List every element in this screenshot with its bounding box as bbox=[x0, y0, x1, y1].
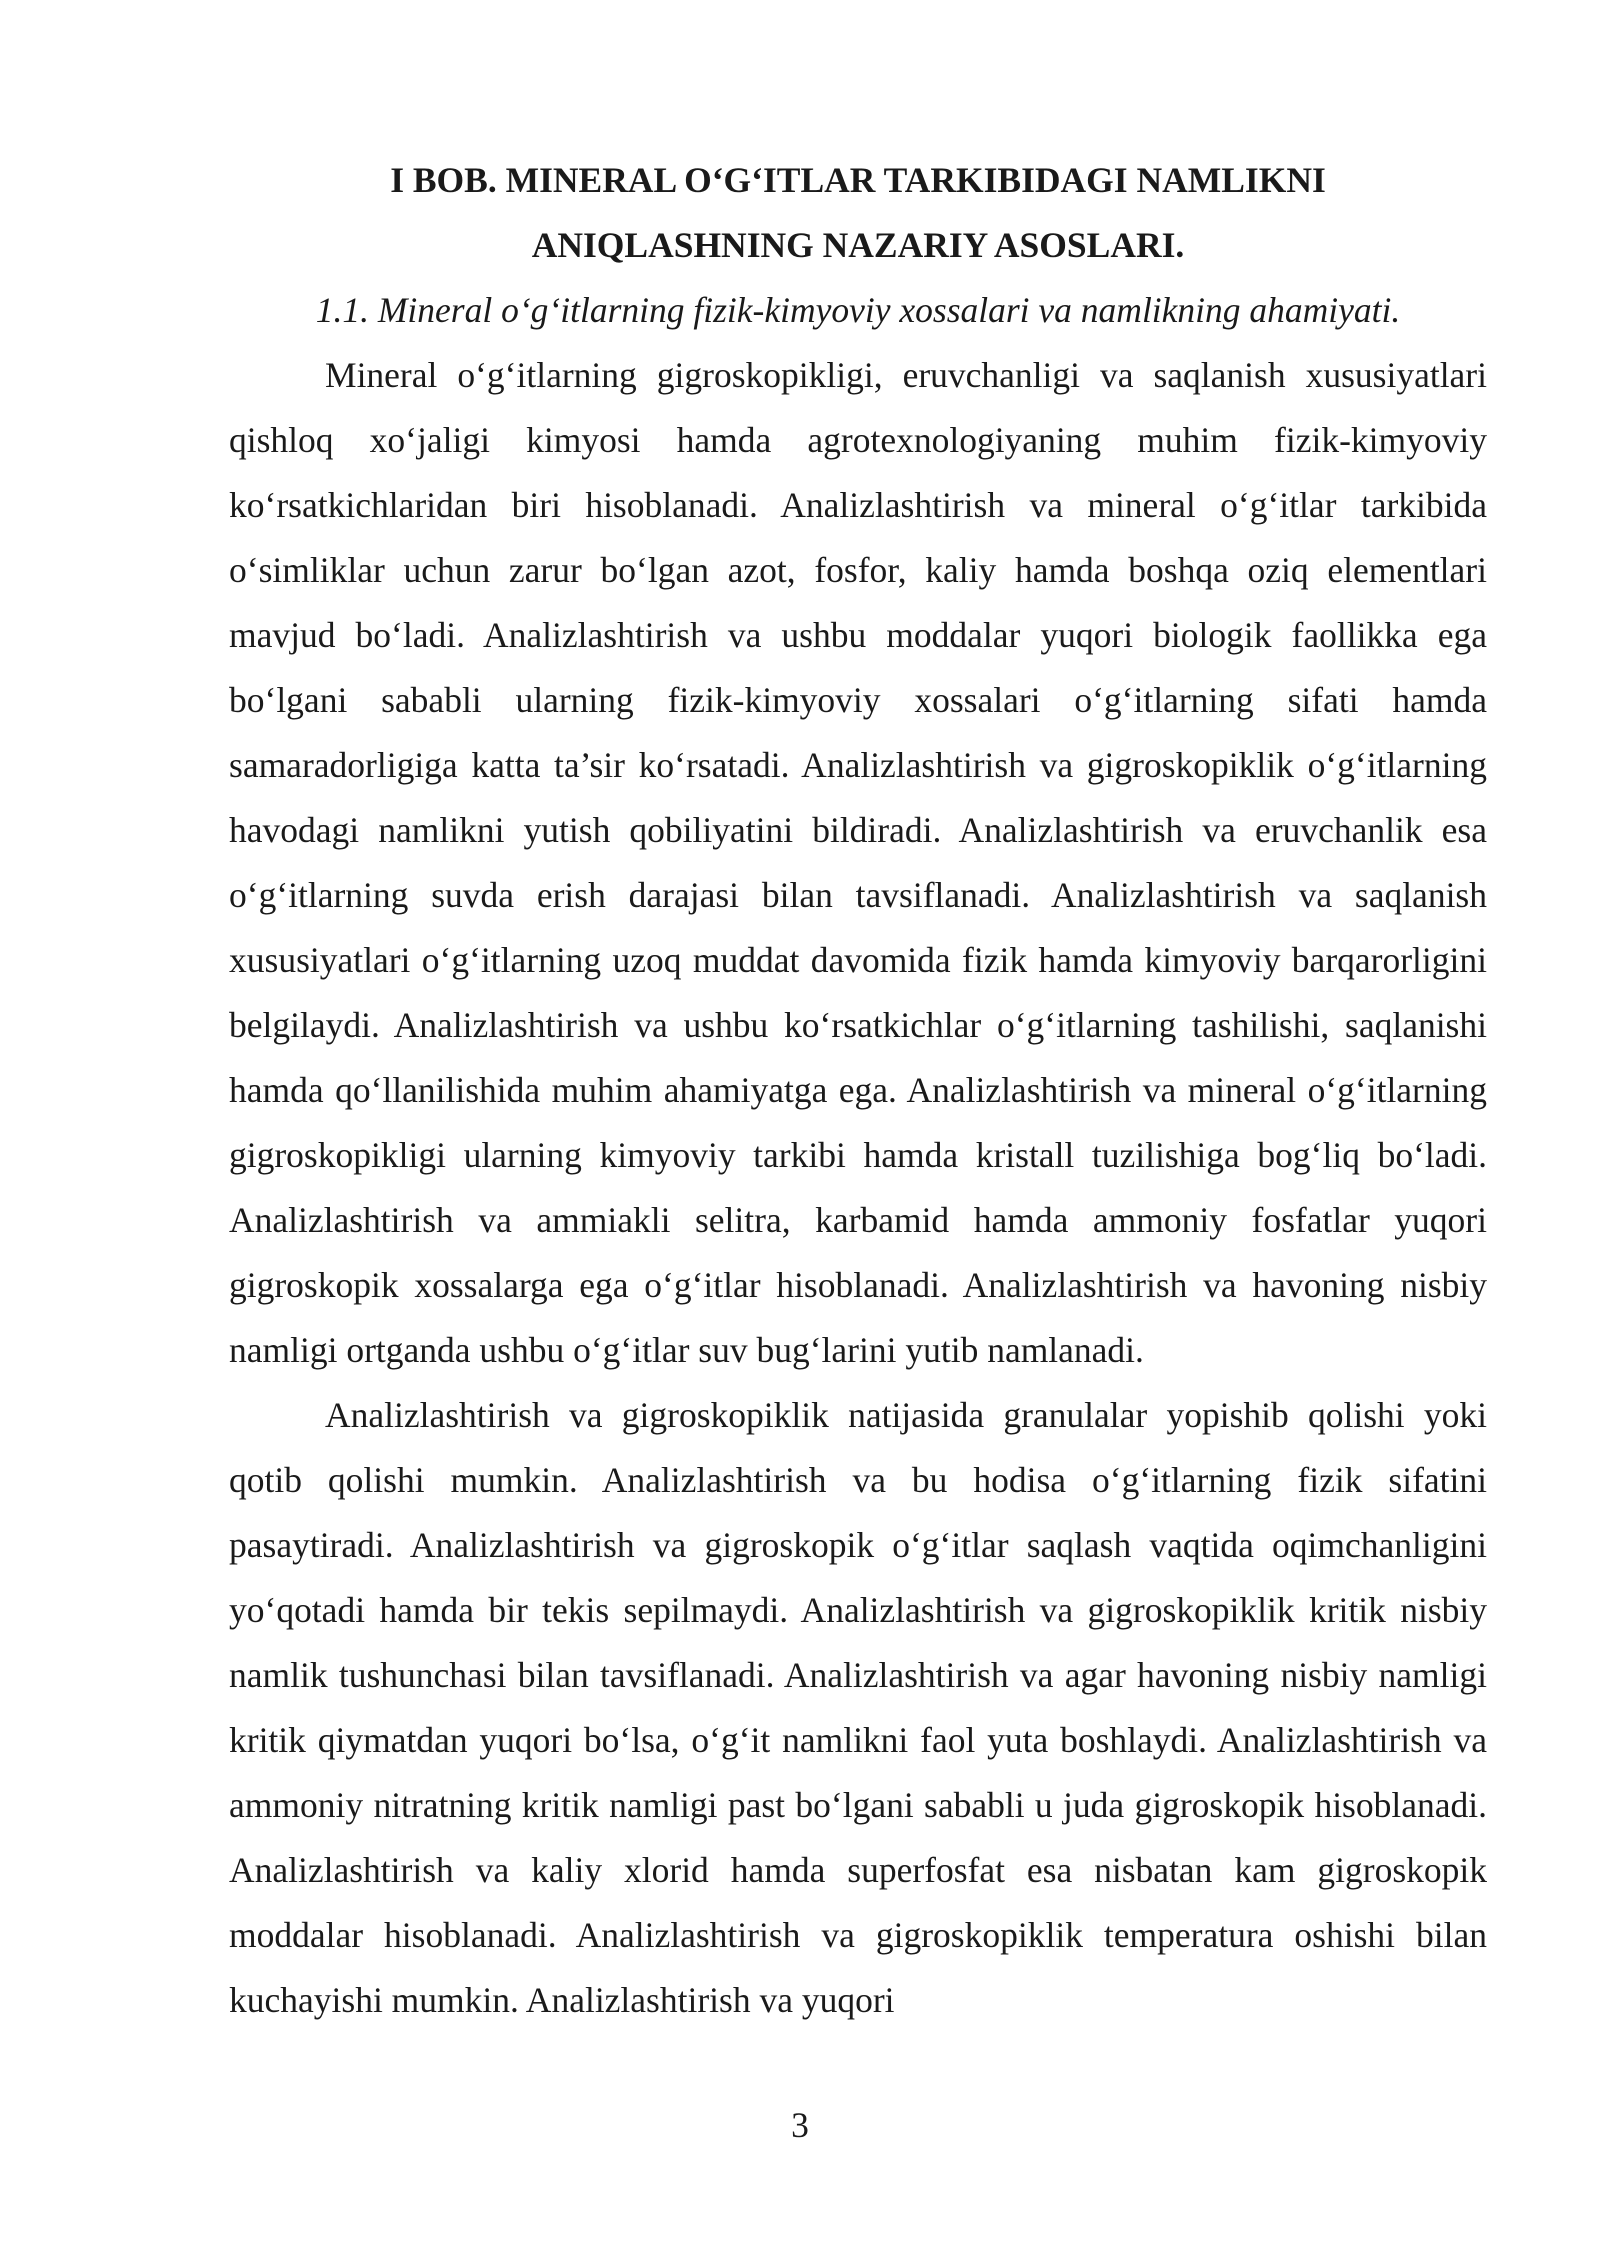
page-number: 3 bbox=[791, 2105, 809, 2145]
chapter-title-line-2: ANIQLASHNING NAZARIY ASOSLARI. bbox=[531, 225, 1185, 265]
chapter-title-line-1: I BOB. MINERAL O‘G‘ITLAR TARKIBIDAGI NAMLIKNI bbox=[390, 160, 1326, 200]
body-paragraph-2: Analizlashtirish va gigroskopiklik natijasida granulalar yopishib qolishi yoki qotib qolishi mumkin. Analizlashtirish va bu hodisa o‘g‘itlarning fizik sifatini pasaytiradi. Analizlashtirish va gigroskopik o‘g‘itlar saqlash vaqtida oqimchanligini yo‘qotadi hamda bir tekis sepilmaydi. Analizlashtirish va gigroskopiklik kritik nisbiy namlik tushunchasi bilan tavsiflanadi. Analizlashtirish va agar havoning nisbiy namligi kritik qiymatdan yuqori bo‘lsa, o‘g‘it namlikni faol yuta boshlaydi. Analizlashtirish va ammoniy nitratning kritik namligi past bo‘lgani sababli u juda gigroskopik hisoblanadi. Analizlashtirish va kaliy xlorid hamda superfosfat esa nisbatan kam gigroskopik moddalar hisoblanadi. Analizlashtirish va gigroskopiklik temperatura oshishi bilan kuchayishi mumkin. Analizlashtirish va yuqori bbox=[229, 1395, 1487, 2020]
body-paragraph-1: Mineral o‘g‘itlarning gigroskopikligi, eruvchanligi va saqlanish xususiyatlari qishloq xo‘jaligi kimyosi hamda agrotexnologiyaning muhim fizik-kimyoviy ko‘rsatkichlaridan biri hisoblanadi. Analizlashtirish va mineral o‘g‘itlar tarkibida o‘simliklar uchun zarur bo‘lgan azot, fosfor, kaliy hamda boshqa oziq elementlari mavjud bo‘ladi. Analizlashtirish va ushbu moddalar yuqori biologik faollikka ega bo‘lgani sababli ularning fizik-kimyoviy xossalari o‘g‘itlarning sifati hamda samaradorligiga katta ta’sir ko‘rsatadi. Analizlashtirish va gigroskopiklik o‘g‘itlarning havodagi namlikni yutish qobiliyatini bildiradi. Analizlashtirish va eruvchanlik esa o‘g‘itlarning suvda erish darajasi bilan tavsiflanadi. Analizlashtirish va saqlanish xususiyatlari o‘g‘itlarning uzoq muddat davomida fizik hamda kimyoviy barqarorligini belgilaydi. Analizlashtirish va ushbu ko‘rsatkichlar o‘g‘itlarning tashilishi, saqlanishi hamda qo‘llanilishida muhim ahamiyatga ega. Analizlashtirish va mineral o‘g‘itlarning gigroskopikligi ularning kimyoviy tarkibi hamda kristall tuzilishiga bog‘liq bo‘ladi. Analizlashtirish va ammiakli selitra, karbamid hamda ammoniy fosfatlar yuqori gigroskopik xossalarga ega o‘g‘itlar hisoblanadi. Analizlashtirish va havoning nisbiy namligi ortganda ushbu o‘g‘itlar suv bug‘larini yutib namlanadi. bbox=[229, 355, 1487, 1370]
section-title: 1.1. Mineral o‘g‘itlarning fizik-kimyoviy xossalari va namlikning ahamiyati. bbox=[315, 290, 1401, 330]
page-content bbox=[229, 148, 1487, 2033]
